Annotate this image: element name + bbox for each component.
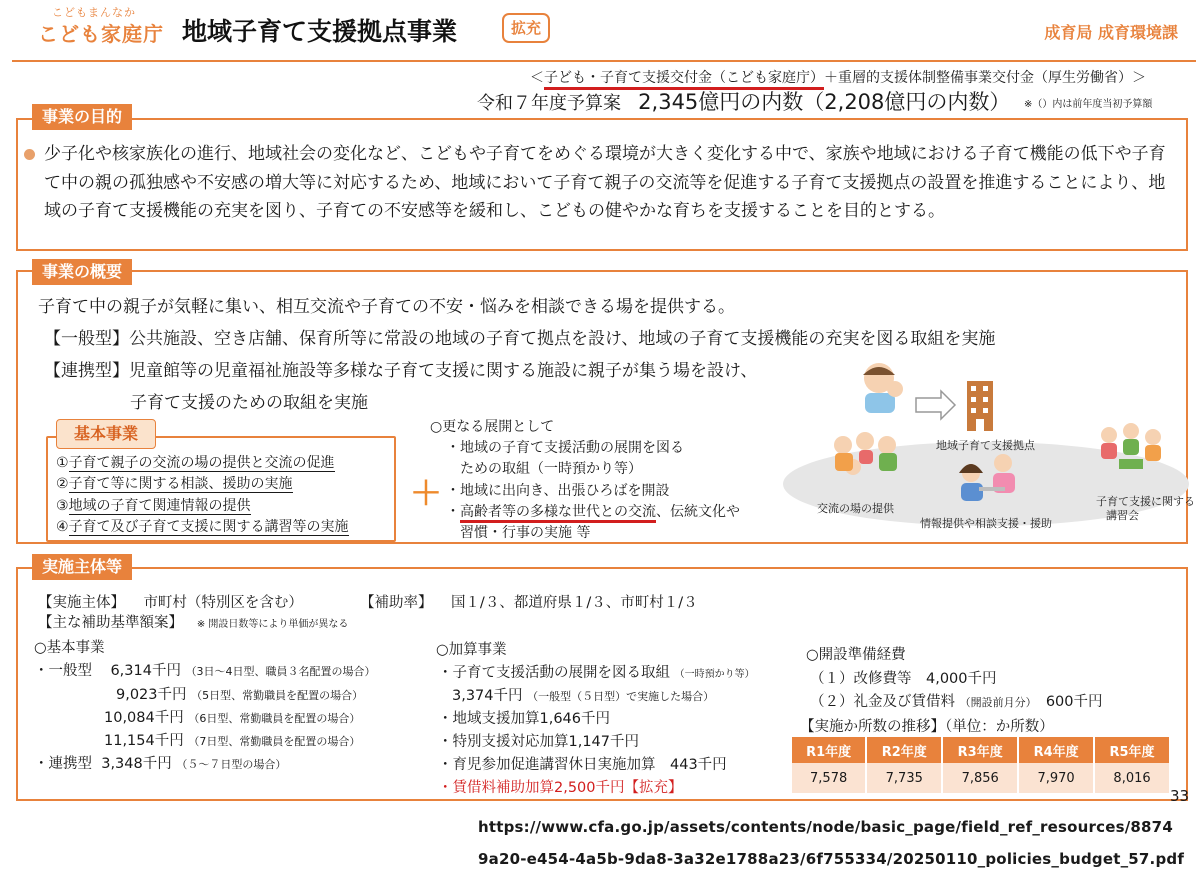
- add-item-4: ・育児参加促進講習休日実施加算 443千円: [438, 757, 727, 773]
- underlined-text: 高齢者等の多様な世代との交流: [460, 504, 656, 523]
- source-url-line-2: 9a20-e454-4a5b-9da8-3a32e1788a23/6f755334/20250110_policies_budget_57.pdf: [478, 850, 1185, 868]
- illustration-info-label: 情報提供や相談支援・援助: [920, 517, 1052, 530]
- rate-label: 【補助率】: [360, 595, 433, 611]
- item-text: 子育て及び子育て支援に関する講習等の実施: [68, 519, 349, 535]
- illustration-exchange-label: 交流の場の提供: [817, 502, 894, 515]
- general-amount-2: [116, 683, 363, 704]
- linked-value: 3,348千円: [101, 756, 172, 772]
- building-icon: [967, 381, 993, 431]
- overview-general-type: 【一般型】公共施設、空き店舗、保育所等に常設の地域の子育て拠点を設け、地域の子育て支援機能の充実を図る取組を実施: [44, 329, 996, 349]
- overview-linked-type-2: 子育て支援のための取組を実施: [130, 393, 368, 413]
- purpose-text: 少子化や核家族化の進行、地域社会の変化など、こどもや子育てをめぐる環境が大きく変化する中で、家族や地域における子育て機能の低下や子育て中の親の孤独感や不安感の増大等に対応するため、地域において子育て親子の交流等を促進する子育て支援拠点の設置を推進することにより、地域の子育て支援機能の充実を図り、子育ての不安感等を緩和し、こどもの健やかな育ちを支援することを目的とする。: [44, 144, 1166, 221]
- prep-title: ○開設準備経費: [806, 647, 906, 663]
- trend-value: 7,970: [1018, 763, 1094, 793]
- amount-value: 9,023千円: [116, 687, 187, 703]
- basic-service-item: [56, 452, 335, 472]
- add-note: （一時預かり等）: [674, 669, 755, 680]
- trend-value: 8,016: [1094, 763, 1170, 793]
- item-number: ①: [56, 455, 69, 471]
- parent-child-icon: [863, 363, 903, 413]
- basic-service-item: [56, 473, 293, 493]
- amount-value: 6,314千円: [110, 663, 181, 679]
- arrow-right-icon: [916, 391, 955, 419]
- add-title: ○加算事業: [436, 642, 507, 658]
- item-text: 地域の子育て関連情報の提供: [68, 498, 251, 514]
- add-item-1: [438, 661, 755, 682]
- logo: こども家庭庁: [38, 22, 164, 46]
- prep-text: （２）礼金及び賃借料: [810, 694, 955, 710]
- general-prefix: ・一般型: [34, 663, 92, 679]
- standard-label: 【主な補助基準額案】: [38, 615, 183, 631]
- add-item-2: ・地域支援加算1,646千円: [438, 711, 611, 727]
- further-title: ○更なる展開として: [430, 419, 555, 435]
- basic-title: ○基本事業: [34, 640, 105, 656]
- expansion-badge: 拡充: [502, 13, 550, 43]
- trend-header-row: [792, 737, 1170, 763]
- funding-prefix: ＜: [530, 70, 544, 86]
- dot: ・: [446, 504, 460, 520]
- consultation-icon: [959, 454, 1015, 501]
- add-item-5: ・賃借料補助加算2,500千円【拡充】: [438, 780, 683, 796]
- trend-header: R1年度: [792, 737, 866, 763]
- page-number: 33: [1170, 787, 1190, 805]
- prep-value: 600千円: [1045, 694, 1103, 710]
- basic-services-label: 基本事業: [56, 419, 156, 449]
- general-amount-4: [104, 729, 360, 750]
- trend-title: 【実施か所数の推移】（単位：か所数）: [800, 719, 1054, 735]
- amount-note: （5日型、常勤職員を配置の場合）: [191, 689, 364, 702]
- item-text: 子育て親子の交流の場の提供と交流の促進: [68, 455, 335, 471]
- trend-value: 7,578: [792, 763, 866, 793]
- logo-tagline: こどもまんなか: [52, 6, 136, 19]
- further-item-4: 習慣・行事の実施 等: [460, 525, 591, 541]
- further-item-1a: ・地域の子育て支援活動の展開を図る: [446, 440, 684, 456]
- lecture-icon: [1101, 423, 1161, 469]
- overview-intro: 子育て中の親子が気軽に集い、相互交流や子育ての不安・悩みを相談できる場を提供する。: [38, 297, 735, 317]
- trend-value-row: [792, 763, 1170, 793]
- trend-header: R5年度: [1094, 737, 1170, 763]
- budget-line: [477, 86, 1010, 116]
- page-title: 地域子育て支援拠点事業: [182, 17, 458, 46]
- basic-service-item: [56, 495, 251, 515]
- budget-value: 2,345億円の内数（2,208億円の内数）: [638, 90, 1011, 114]
- linked-note: （５～７日型の場合）: [176, 758, 287, 771]
- rest-text: 、伝統文化や: [656, 504, 740, 520]
- trend-header: R3年度: [942, 737, 1018, 763]
- budget-note: ※（）内は前年度当初予算額: [1024, 99, 1153, 110]
- amount-value: 10,084千円: [104, 710, 184, 726]
- amount-value: 11,154千円: [104, 733, 184, 749]
- general-amount-1: [34, 659, 376, 680]
- item-text: 子育て等に関する相談、援助の実施: [68, 476, 293, 492]
- further-item-1b: ための取組（一時預かり等）: [460, 461, 642, 477]
- amount-note: （7日型、常勤職員を配置の場合）: [188, 735, 361, 748]
- header-divider: [12, 60, 1196, 62]
- general-amount-3: [104, 706, 360, 727]
- illustration-hub-label: 地域子育て支援拠点: [936, 439, 1035, 452]
- item-number: ④: [56, 519, 69, 535]
- prep-item-2: [810, 690, 1103, 711]
- bullet-icon: [24, 149, 35, 160]
- funding-underlined: 子ども・子育て支援交付金（こども家庭庁）: [544, 70, 824, 90]
- entity-row: [38, 591, 303, 612]
- overview-label: 事業の概要: [32, 259, 132, 285]
- trend-header: R2年度: [866, 737, 942, 763]
- standard-note: ※ 開設日数等により単価が異なる: [196, 619, 349, 630]
- item-number: ②: [56, 476, 69, 492]
- amount-note: （6日型、常勤職員を配置の場合）: [188, 712, 361, 725]
- add-item-3: ・特別支援対応加算1,147千円: [438, 734, 640, 750]
- further-item-2: ・地域に出向き、出張ひろばを開設: [446, 483, 670, 499]
- prep-note: （開設前月分）: [959, 696, 1037, 709]
- overview-linked-type-1: 【連携型】児童館等の児童福祉施設等多様な子育て支援に関する施設に親子が集う場を設け、: [44, 361, 758, 381]
- linked-prefix: ・連携型: [34, 756, 92, 772]
- budget-label: 令和７年度予算案: [477, 93, 621, 114]
- standard-row: [38, 611, 348, 632]
- trend-table: [792, 737, 1171, 793]
- add-value: 3,374千円: [452, 688, 523, 704]
- item-number: ③: [56, 498, 69, 514]
- trend-value: 7,856: [942, 763, 1018, 793]
- department-name: 成育局 成育環境課: [1044, 23, 1178, 42]
- funding-source-line: [530, 67, 1146, 87]
- trend-header: R4年度: [1018, 737, 1094, 763]
- entity-label: 【実施主体】: [38, 595, 125, 611]
- further-item-3: [446, 501, 740, 521]
- source-url-line-1: https://www.cfa.go.jp/assets/contents/node/basic_page/field_ref_resources/8874: [478, 818, 1173, 836]
- purpose-label: 事業の目的: [32, 104, 132, 130]
- add-text: ・子育て支援活動の展開を図る取組: [438, 665, 670, 681]
- exchange-group-icon: [834, 432, 897, 475]
- add-item-1b: [452, 684, 714, 705]
- trend-value: 7,735: [866, 763, 942, 793]
- rate-value: 国１/３、都道府県１/３、市町村１/３: [450, 595, 698, 611]
- illustration-course-label-2: 講習会: [1106, 509, 1139, 522]
- amount-note: （3日～4日型、職員３名配置の場合）: [185, 665, 376, 678]
- prep-item-1: （１）改修費等 4,000千円: [810, 671, 997, 687]
- illustration-course-label-1: 子育て支援に関する: [1096, 495, 1195, 508]
- add-note: （一般型（５日型）で実施した場合）: [527, 690, 715, 703]
- plus-icon: ＋: [410, 474, 443, 512]
- funding-rest: ＋重層的支援体制整備事業交付金（厚生労働省）＞: [824, 70, 1146, 86]
- basic-service-item: [56, 516, 349, 536]
- implementation-label: 実施主体等: [32, 554, 132, 580]
- linked-amount: [34, 752, 286, 773]
- rate-row: [360, 591, 698, 612]
- entity-value: 市町村（特別区を含む）: [143, 595, 303, 611]
